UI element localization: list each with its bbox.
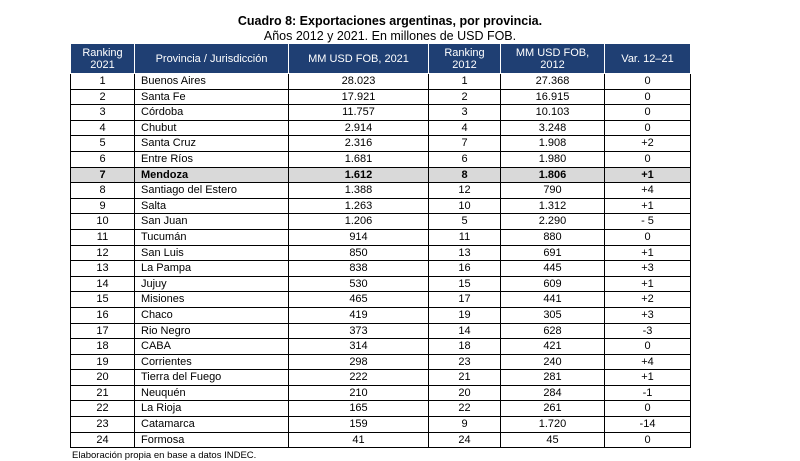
- table-row: [71, 401, 691, 417]
- header-mm-usd-2012: MM USD FOB, 2012: [501, 44, 605, 74]
- cell-mm-usd-2012: 240: [501, 354, 605, 370]
- cell-provincia: La Rioja: [135, 401, 289, 417]
- cell-provincia: Salta: [135, 198, 289, 214]
- cell-ranking-2021: 3: [71, 105, 135, 121]
- table-row: [71, 74, 691, 90]
- table-row: [71, 89, 691, 105]
- cell-mm-usd-2012: 281: [501, 370, 605, 386]
- cell-ranking-2021: 15: [71, 292, 135, 308]
- header-ranking-2012: Ranking 2012: [429, 44, 501, 74]
- cell-ranking-2021: 1: [71, 74, 135, 90]
- cell-provincia: Mendoza: [135, 167, 289, 183]
- cell-ranking-2021: 14: [71, 276, 135, 292]
- cell-provincia: Santiago del Estero: [135, 183, 289, 199]
- cell-mm-usd-2012: 305: [501, 307, 605, 323]
- cell-mm-usd-2012: 45: [501, 432, 605, 448]
- cell-mm-usd-2012: 2.290: [501, 214, 605, 230]
- cell-variation: 0: [605, 120, 691, 136]
- cell-mm-usd-2012: 1.980: [501, 151, 605, 167]
- cell-ranking-2012: 18: [429, 339, 501, 355]
- cell-ranking-2012: 19: [429, 307, 501, 323]
- table-header-row: [71, 44, 691, 74]
- cell-ranking-2012: 17: [429, 292, 501, 308]
- cell-provincia: Formosa: [135, 432, 289, 448]
- cell-mm-usd-2012: 880: [501, 229, 605, 245]
- cell-ranking-2012: 21: [429, 370, 501, 386]
- cell-mm-usd-2012: 1.720: [501, 417, 605, 433]
- table-row: [71, 370, 691, 386]
- table-row: [71, 307, 691, 323]
- cell-ranking-2021: 16: [71, 307, 135, 323]
- cell-variation: +2: [605, 136, 691, 152]
- cell-mm-usd-2021: 28.023: [289, 74, 429, 90]
- cell-mm-usd-2012: 27.368: [501, 74, 605, 90]
- cell-provincia: Tucumán: [135, 229, 289, 245]
- cell-ranking-2012: 20: [429, 385, 501, 401]
- cell-provincia: Tierra del Fuego: [135, 370, 289, 386]
- table-row: [71, 245, 691, 261]
- cell-mm-usd-2012: 609: [501, 276, 605, 292]
- cell-mm-usd-2012: 691: [501, 245, 605, 261]
- cell-mm-usd-2021: 914: [289, 229, 429, 245]
- table-row: [71, 198, 691, 214]
- cell-variation: +3: [605, 261, 691, 277]
- cell-mm-usd-2021: 2.316: [289, 136, 429, 152]
- cell-ranking-2021: 23: [71, 417, 135, 433]
- cell-ranking-2012: 8: [429, 167, 501, 183]
- cell-provincia: CABA: [135, 339, 289, 355]
- cell-mm-usd-2021: 165: [289, 401, 429, 417]
- table-row: [71, 354, 691, 370]
- table-row: [71, 323, 691, 339]
- cell-provincia: Santa Fe: [135, 89, 289, 105]
- cell-mm-usd-2012: 441: [501, 292, 605, 308]
- source-note: Elaboración propia en base a datos INDEC.: [72, 450, 257, 461]
- table-row: [71, 292, 691, 308]
- cell-ranking-2021: 18: [71, 339, 135, 355]
- table-row: [71, 229, 691, 245]
- cell-variation: 0: [605, 229, 691, 245]
- cell-variation: +1: [605, 198, 691, 214]
- cell-mm-usd-2021: 419: [289, 307, 429, 323]
- cell-mm-usd-2021: 373: [289, 323, 429, 339]
- cell-ranking-2012: 10: [429, 198, 501, 214]
- table-row: [71, 385, 691, 401]
- cell-ranking-2012: 2: [429, 89, 501, 105]
- table-row: [71, 167, 691, 183]
- cell-provincia: Buenos Aires: [135, 74, 289, 90]
- table-row: [71, 432, 691, 448]
- cell-ranking-2021: 20: [71, 370, 135, 386]
- cell-mm-usd-2021: 11.757: [289, 105, 429, 121]
- cell-variation: 0: [605, 89, 691, 105]
- cell-ranking-2021: 8: [71, 183, 135, 199]
- cell-variation: -14: [605, 417, 691, 433]
- table-title: Cuadro 8: Exportaciones argentinas, por provincia.: [237, 14, 543, 28]
- cell-mm-usd-2012: 1.908: [501, 136, 605, 152]
- table-row: [71, 276, 691, 292]
- cell-variation: -3: [605, 323, 691, 339]
- cell-ranking-2012: 23: [429, 354, 501, 370]
- cell-provincia: Neuquén: [135, 385, 289, 401]
- cell-variation: +1: [605, 167, 691, 183]
- cell-mm-usd-2021: 850: [289, 245, 429, 261]
- cell-ranking-2012: 6: [429, 151, 501, 167]
- cell-ranking-2012: 13: [429, 245, 501, 261]
- cell-mm-usd-2021: 314: [289, 339, 429, 355]
- cell-ranking-2012: 12: [429, 183, 501, 199]
- table-row: [71, 214, 691, 230]
- cell-variation: -1: [605, 385, 691, 401]
- table-row: [71, 151, 691, 167]
- header-variation: Var. 12–21: [605, 44, 691, 74]
- table-row: [71, 105, 691, 121]
- cell-variation: +1: [605, 276, 691, 292]
- cell-mm-usd-2021: 1.388: [289, 183, 429, 199]
- cell-ranking-2012: 5: [429, 214, 501, 230]
- cell-variation: 0: [605, 105, 691, 121]
- cell-provincia: La Pampa: [135, 261, 289, 277]
- cell-ranking-2012: 14: [429, 323, 501, 339]
- cell-variation: 0: [605, 74, 691, 90]
- cell-variation: +2: [605, 292, 691, 308]
- cell-mm-usd-2012: 445: [501, 261, 605, 277]
- cell-ranking-2021: 11: [71, 229, 135, 245]
- cell-ranking-2012: 15: [429, 276, 501, 292]
- cell-mm-usd-2021: 41: [289, 432, 429, 448]
- cell-variation: +3: [605, 307, 691, 323]
- cell-mm-usd-2021: 1.612: [289, 167, 429, 183]
- cell-ranking-2012: 1: [429, 74, 501, 90]
- cell-mm-usd-2012: 16.915: [501, 89, 605, 105]
- cell-variation: +1: [605, 245, 691, 261]
- cell-ranking-2012: 4: [429, 120, 501, 136]
- cell-ranking-2021: 12: [71, 245, 135, 261]
- cell-ranking-2021: 2: [71, 89, 135, 105]
- cell-mm-usd-2012: 1.312: [501, 198, 605, 214]
- exports-table: [70, 43, 691, 448]
- cell-variation: 0: [605, 339, 691, 355]
- cell-mm-usd-2021: 222: [289, 370, 429, 386]
- cell-provincia: Entre Ríos: [135, 151, 289, 167]
- table-row: [71, 261, 691, 277]
- cell-ranking-2012: 24: [429, 432, 501, 448]
- cell-variation: +1: [605, 370, 691, 386]
- cell-ranking-2012: 16: [429, 261, 501, 277]
- table-row: [71, 417, 691, 433]
- cell-ranking-2021: 22: [71, 401, 135, 417]
- cell-ranking-2021: 17: [71, 323, 135, 339]
- cell-ranking-2012: 9: [429, 417, 501, 433]
- cell-mm-usd-2021: 210: [289, 385, 429, 401]
- cell-mm-usd-2021: 1.206: [289, 214, 429, 230]
- cell-ranking-2021: 10: [71, 214, 135, 230]
- header-mm-usd-2021: MM USD FOB, 2021: [289, 44, 429, 74]
- cell-mm-usd-2012: 284: [501, 385, 605, 401]
- table-row: [71, 120, 691, 136]
- cell-mm-usd-2021: 530: [289, 276, 429, 292]
- cell-provincia: Rio Negro: [135, 323, 289, 339]
- cell-mm-usd-2021: 17.921: [289, 89, 429, 105]
- cell-ranking-2012: 22: [429, 401, 501, 417]
- cell-provincia: Santa Cruz: [135, 136, 289, 152]
- table-row: [71, 183, 691, 199]
- cell-mm-usd-2012: 421: [501, 339, 605, 355]
- cell-ranking-2021: 13: [71, 261, 135, 277]
- cell-ranking-2012: 3: [429, 105, 501, 121]
- cell-provincia: Chubut: [135, 120, 289, 136]
- cell-variation: +4: [605, 354, 691, 370]
- table-row: [71, 136, 691, 152]
- table-row: [71, 339, 691, 355]
- cell-ranking-2012: 7: [429, 136, 501, 152]
- cell-variation: 0: [605, 401, 691, 417]
- cell-mm-usd-2012: 628: [501, 323, 605, 339]
- cell-provincia: San Luis: [135, 245, 289, 261]
- cell-mm-usd-2021: 465: [289, 292, 429, 308]
- cell-mm-usd-2012: 790: [501, 183, 605, 199]
- cell-mm-usd-2021: 2.914: [289, 120, 429, 136]
- cell-ranking-2021: 9: [71, 198, 135, 214]
- header-ranking-2021: Ranking 2021: [71, 44, 135, 74]
- cell-variation: +4: [605, 183, 691, 199]
- cell-ranking-2021: 24: [71, 432, 135, 448]
- cell-variation: 0: [605, 432, 691, 448]
- cell-ranking-2021: 6: [71, 151, 135, 167]
- cell-mm-usd-2012: 1.806: [501, 167, 605, 183]
- cell-ranking-2021: 4: [71, 120, 135, 136]
- cell-mm-usd-2012: 3.248: [501, 120, 605, 136]
- table-body: [71, 74, 691, 448]
- cell-mm-usd-2012: 261: [501, 401, 605, 417]
- cell-mm-usd-2012: 10.103: [501, 105, 605, 121]
- cell-provincia: Catamarca: [135, 417, 289, 433]
- cell-ranking-2021: 21: [71, 385, 135, 401]
- cell-variation: - 5: [605, 214, 691, 230]
- cell-mm-usd-2021: 1.681: [289, 151, 429, 167]
- table-subtitle: Años 2012 y 2021. En millones de USD FOB.: [263, 29, 517, 43]
- cell-variation: 0: [605, 151, 691, 167]
- cell-provincia: San Juan: [135, 214, 289, 230]
- cell-ranking-2021: 5: [71, 136, 135, 152]
- cell-provincia: Jujuy: [135, 276, 289, 292]
- document: [70, 14, 710, 461]
- cell-mm-usd-2021: 159: [289, 417, 429, 433]
- cell-ranking-2021: 19: [71, 354, 135, 370]
- cell-mm-usd-2021: 298: [289, 354, 429, 370]
- cell-mm-usd-2021: 838: [289, 261, 429, 277]
- cell-mm-usd-2021: 1.263: [289, 198, 429, 214]
- header-provincia: Provincia / Jurisdicción: [135, 44, 289, 74]
- cell-ranking-2012: 11: [429, 229, 501, 245]
- cell-provincia: Córdoba: [135, 105, 289, 121]
- cell-provincia: Misiones: [135, 292, 289, 308]
- cell-provincia: Chaco: [135, 307, 289, 323]
- cell-ranking-2021: 7: [71, 167, 135, 183]
- cell-provincia: Corrientes: [135, 354, 289, 370]
